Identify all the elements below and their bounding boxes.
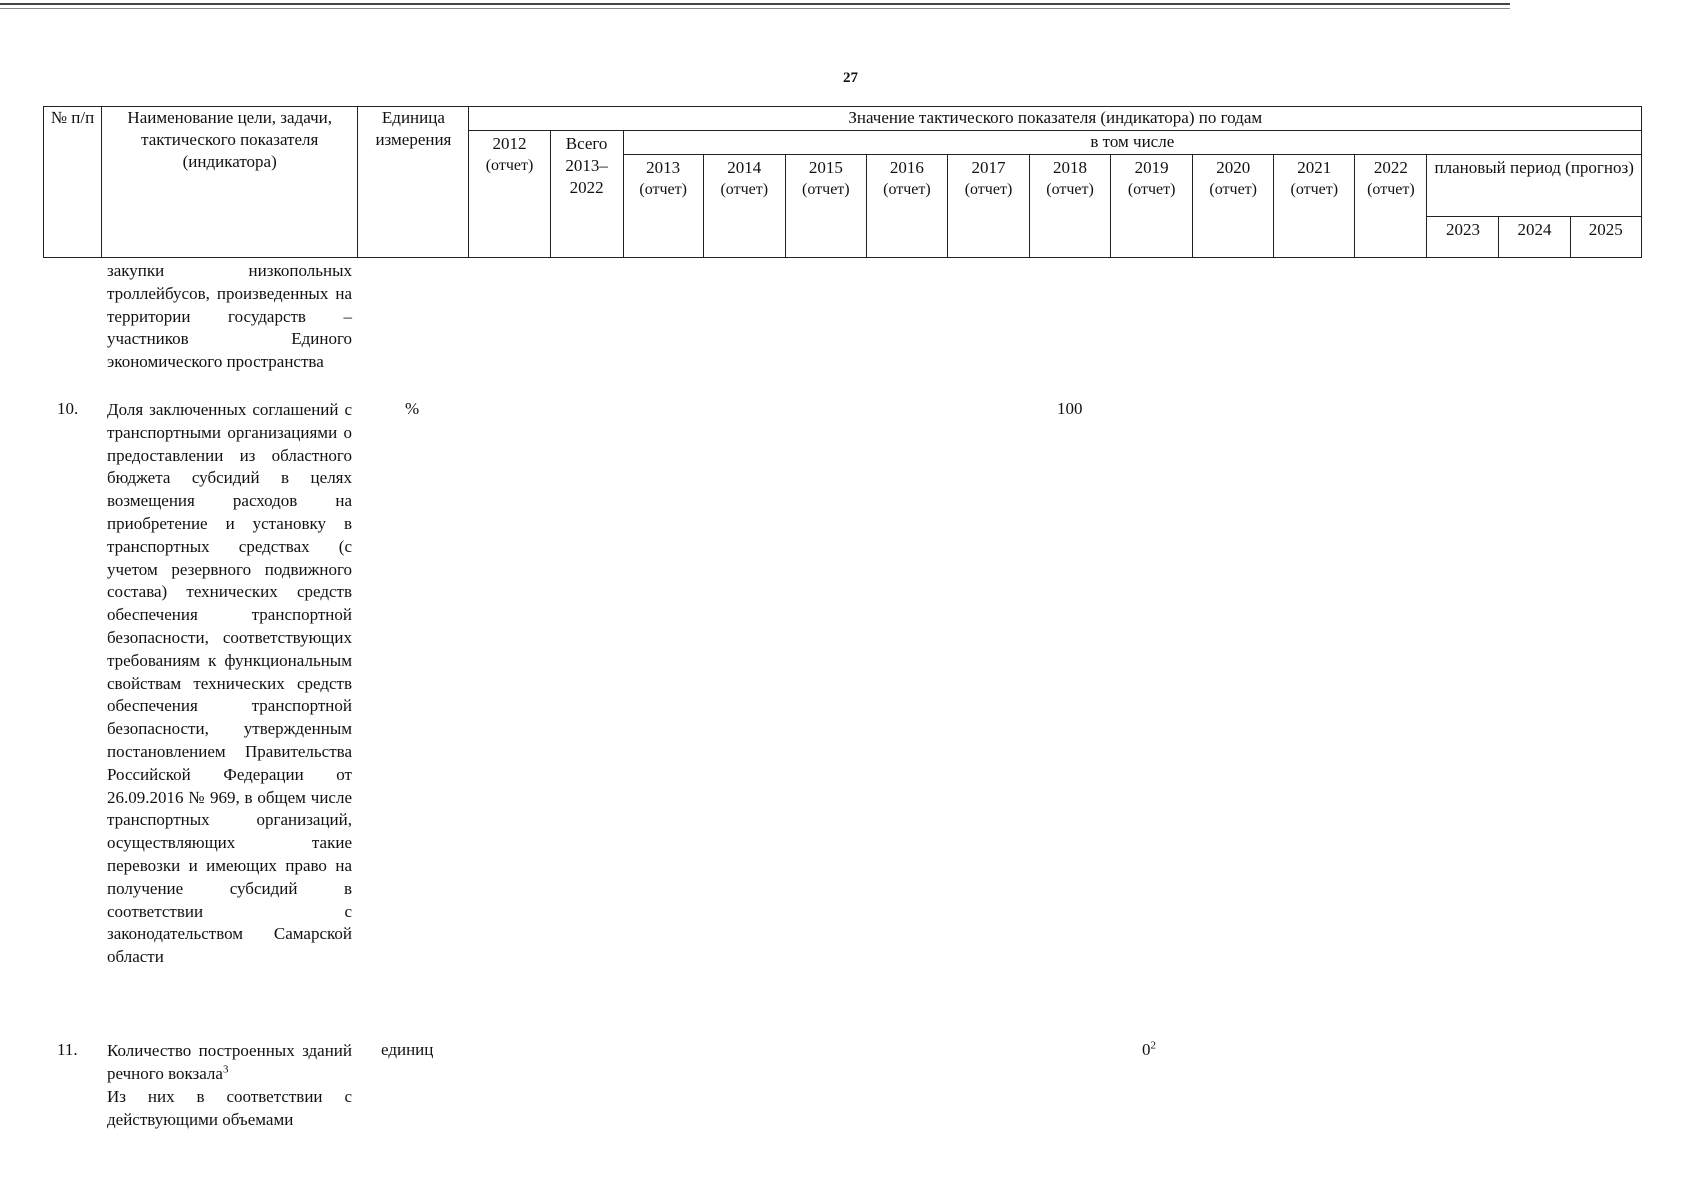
header-year-2025: 2025 <box>1570 216 1641 257</box>
row-10-unit: % <box>405 399 420 418</box>
top-border-line <box>0 3 1510 5</box>
header-year-2017: 2017 (отчет) <box>947 154 1029 257</box>
top-border-line-thin <box>0 8 1510 9</box>
header-year-2022: 2022 (отчет) <box>1355 154 1427 257</box>
header-year-2016: 2016 (отчет) <box>866 154 947 257</box>
row-11-name: Количество построенных зданий речного вокзала$^3$ <box>107 1041 352 1083</box>
indicator-table-header <box>43 106 1642 258</box>
row-10-number: 10. <box>57 399 79 418</box>
header-name: Наименование цели, задачи, тактического показателя (индикатора) <box>102 107 358 258</box>
header-year-2019: 2019 (отчет) <box>1111 154 1193 257</box>
row-11-unit: единиц <box>381 1040 434 1059</box>
header-year-2023: 2023 <box>1427 216 1499 257</box>
header-year-2013: 2013 (отчет) <box>623 154 703 257</box>
header-planned-period: плановый период (прогноз) <box>1427 154 1642 216</box>
header-including: в том числе <box>623 130 1641 154</box>
header-year-2021: 2021 (отчет) <box>1274 154 1355 257</box>
header-year-2014: 2014 (отчет) <box>703 154 785 257</box>
header-values-by-year: Значение тактического показателя (индикатора) по годам <box>469 107 1642 131</box>
header-year-2020: 2020 (отчет) <box>1193 154 1274 257</box>
header-year-2024: 2024 <box>1499 216 1570 257</box>
header-unit: Единица измерения <box>358 107 469 258</box>
header-year-2012: 2012 (отчет) <box>469 130 550 257</box>
row-11-value-2019: $0^2$ <box>1142 1039 1156 1059</box>
header-number: № п/п <box>44 107 102 258</box>
header-year-2015: 2015 (отчет) <box>785 154 866 257</box>
row-11-subtext: Из них в соответствии с действующими объемами <box>107 1087 352 1129</box>
page-number: 27 <box>843 70 858 86</box>
row-10-value-2018: 100 <box>1057 399 1083 418</box>
header-year-2018: 2018 (отчет) <box>1030 154 1111 257</box>
row-11-number: 11. <box>57 1040 78 1059</box>
continuation-text: закупки низкопольных троллейбусов, произведенных на территории государств – участников Единого экономического пространства <box>107 261 352 372</box>
row-10-name: Доля заключенных соглашений с транспортными организациями о предоставлении из областного бюджета субсидий в целях возмещения расходов на приобретение и установку в транспортных средствах (с учетом резервного подвижного состава) технических средств обеспечения транспортной безопасности, соответствующих требованиям к функциональным свойствам технических средств обеспечения транспортной безопасности, утвержденным постановлением Правительства Российской Федерации от 26.09.2016 № 969, в общем числе транспортных организаций, осуществляющих такие перевозки и имеющих право на получение субсидий в соответствии с законодательством Самарской области <box>107 400 352 967</box>
header-total: Всего 2013– 2022 <box>550 130 623 257</box>
